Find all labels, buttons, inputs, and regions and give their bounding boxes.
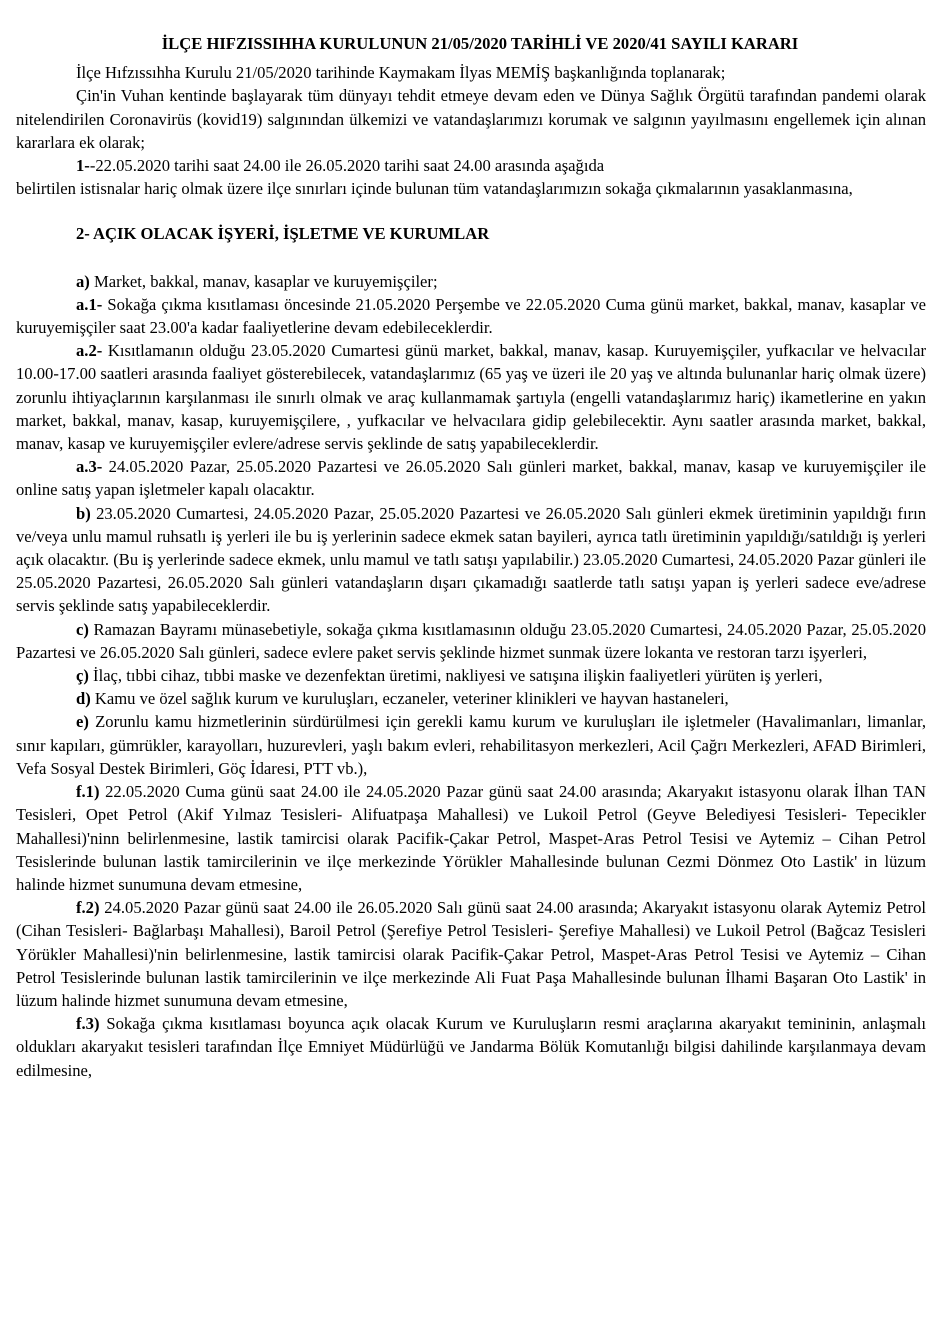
item-c-text: Ramazan Bayramı münasebetiyle, sokağa çıkma kısıtlamasının olduğu 23.05.2020 Cumartesi, 24.05.2020 Pazar, 25.05.2020 Pazartesi ve 26.05.2020 Salı günleri, sadece evlere paket servis şeklinde hizmet sunmak üzere lokanta ve restoran tarzı işyerleri,	[16, 619, 926, 662]
item-1-continuation: belirtilen istisnalar hariç olmak üzere ilçe sınırları içinde bulunan tüm vatandaşlarımızın sokağa çıkmalarının yasaklanmasına,	[16, 179, 853, 199]
item-a1	[16, 293, 926, 339]
item-a-label: a)	[76, 271, 90, 291]
item-f2-text: 24.05.2020 Pazar günü saat 24.00 ile 26.05.2020 Salı günü saat 24.00 arasında; Akaryakıt istasyonu olarak Aytemiz Petrol (Cihan Tesisleri- Bağlarbaşı Mahallesi), Baroil Petrol (Şerefiye Petrol Tesisleri- Şerefiye Mahallesi) ve Lukoil Petrol (Bağcaz Tesisleri Yörükler Mahallesi)'nin belirlenmesine, lastik tamircisi olarak Pacifik-Çakar Petrol, Maspet-Aras Petrol Tesisi ve Aytemiz – Cihan Petrol Tesislerinde bulunan lastik tamircilerinin ve ilçe merkezinde Ali Fuat Paşa Mahallesinde bulunan İlhami Başaran Oto Lastik' in lüzum halinde hizmet sunumuna devam etmesine,	[16, 898, 926, 1010]
item-a3	[16, 455, 926, 501]
item-f1-label: f.1)	[76, 782, 100, 802]
item-1-first-text: -22.05.2020 tarihi saat 24.00 ile 26.05.2020 tarihi saat 24.00 arasında aşağıda	[89, 156, 605, 176]
item-f1-text: 22.05.2020 Cuma günü saat 24.00 ile 24.05.2020 Pazar günü saat 24.00 arasında; Akaryakıt istasyonu olarak İlhan TAN Tesisleri, Opet Petrol (Akif Yılmaz Tesisleri- Alifuatpaşa Mahallesi) ve Lukoil Petrol (Geyve Belediyesi Tesisleri- Tepecikler Mahallesi)'ninn belirlenmesine, lastik tamircisi olarak Pacifik-Çakar Petrol, Maspet-Aras Petrol Tesisi ve Aytemiz – Cihan Petrol Tesislerinde bulunan lastik tamircilerinin ve ilçe merkezinde Yörükler Mahallesinde bulunan Cezmi Dönmez Oto Lastik' in lüzum halinde hizmet sunumuna devam etmesine,	[16, 782, 926, 894]
item-1-first-line	[16, 154, 926, 177]
section-2-heading: 2- AÇIK OLACAK İŞYERİ, İŞLETME VE KURUMLAR	[76, 224, 490, 244]
item-f3	[16, 1012, 926, 1082]
item-f3-text: Sokağa çıkma kısıtlaması boyunca açık olacak Kurum ve Kuruluşların resmi araçlarına akaryakıt temininin, anlaşmalı oldukları akaryakıt tesisleri tarafından İlçe Emniyet Müdürlüğü ve Jandarma Bölük Komutanlığı bilgisi dahilinde karşılanmaya devam edilmesine,	[16, 1014, 926, 1080]
item-cc-text: İlaç, tıbbi cihaz, tıbbi maske ve dezenfektan üretimi, nakliyesi ve satışına ilişkin faaliyetleri yürüten iş yerleri,	[88, 666, 823, 686]
item-b-label: b)	[76, 503, 91, 523]
item-f2	[16, 896, 926, 1012]
item-f3-label: f.3)	[76, 1014, 100, 1034]
item-f1	[16, 780, 926, 896]
item-a2	[16, 339, 926, 455]
item-f2-label: f.2)	[76, 898, 100, 918]
document-title: İLÇE HIFZISSIHHA KURULUNUN 21/05/2020 TARİHLİ VE 2020/41 SAYILI KARARI	[161, 34, 799, 53]
item-e	[16, 710, 926, 780]
item-a3-label: a.3-	[76, 457, 103, 477]
item-d-label: d)	[76, 689, 91, 709]
item-a1-text: Sokağa çıkma kısıtlaması öncesinde 21.05.2020 Perşembe ve 22.05.2020 Cuma günü market, bakkal, manav, kasaplar ve kuruyemişçiler saat 23.00'a kadar faaliyetlerine devam edebileceklerdir.	[16, 294, 926, 338]
item-1-label: 1-	[76, 156, 90, 176]
item-d-text: Kamu ve özel sağlık kurum ve kuruluşları, eczaneler, veteriner klinikleri ve hayvan hastaneleri,	[90, 689, 729, 709]
item-e-label: e)	[76, 712, 89, 732]
item-a2-text: Kısıtlamanın olduğu 23.05.2020 Cumartesi günü market, bakkal, manav, kasap. Kuruyemişçiler, yufkacılar ve helvacılar 10.00-17.00 saatleri arasında faaliyet gösterebilecek, vatandaşlarımız (65 yaş ve üzeri ile 20 yaş ve altında bulunanlar hariç olmak üzere) zorunlu ihtiyaçlarının karşılanması ile sınırlı olmak ve araç kullanmamak şartıyla (engelli vatandaşlarımız hariç) ikametlerine en yakın market, bakkal, manav, kasap, kuruyemişçilere, , yufkacılar ve helvacılara gidip gelebilecektir. Aynı saatler arasında market, bakkal, manav, kasap ve kuruyemişçiler evlere/adrese servis şeklinde de satış yapabileceklerdir.	[16, 341, 926, 454]
item-d	[16, 687, 926, 710]
item-a2-label: a.2-	[76, 341, 103, 361]
item-c-label: c)	[76, 619, 89, 639]
item-cc	[16, 664, 926, 687]
item-b	[16, 502, 926, 618]
intro-paragraph-2: Çin'in Vuhan kentinde başlayarak tüm dünyayı tehdit etmeye devam eden ve Dünya Sağlık Örgütü tarafından pandemi olarak nitelendirilen Coronavirüs (kovid19) salgınından ülkemizi ve vatandaşlarımızı korumak ve salgının yayılmasını engellemek için alınan kararlara ek olarak;	[16, 86, 926, 152]
item-c	[16, 618, 926, 664]
item-a-text: Market, bakkal, manav, kasaplar ve kuruyemişçiler;	[89, 271, 438, 291]
item-cc-label: ç)	[76, 666, 89, 686]
item-b-text: 23.05.2020 Cumartesi, 24.05.2020 Pazar, 25.05.2020 Pazartesi ve 26.05.2020 Salı günleri ekmek üretiminin yapıldığı fırın ve/veya unlu mamul ruhsatlı iş yerleri ile bu iş yerlerinin sadece ekmek satan bayileri, ayrıca tatlı üretiminin yapıldığı/satıldığı iş yerleri açık olacaktır. (Bu iş yerlerinde sadece ekmek, unlu mamul ve tatlı satışı yapılabilir.) 23.05.2020 Cumartesi, 24.05.2020 Pazar günleri ile 25.05.2020 Pazartesi, 26.05.2020 Salı günleri vatandaşların dışarı çıkamadığı saatlerde tatlı satışı yapan iş yerleri sadece eve/adrese servis şeklinde satış yapabileceklerdir.	[16, 503, 926, 616]
intro-paragraph-1: İlçe Hıfzıssıhha Kurulu 21/05/2020 tarihinde Kaymakam İlyas MEMİŞ başkanlığında toplanarak;	[76, 63, 726, 83]
item-e-text: Zorunlu kamu hizmetlerinin sürdürülmesi için gerekli kamu kurum ve kuruluşları ile işletmeler (Havalimanları, limanlar, sınır kapıları, gümrükler, karayolları, huzurevleri, yaşlı bakım evleri, rehabilitasyon merkezleri, Acil Çağrı Merkezleri, AFAD Birimleri, Vefa Sosyal Destek Birimleri, Göç İdaresi, PTT vb.),	[16, 712, 926, 778]
item-a	[16, 270, 926, 293]
item-a3-text: 24.05.2020 Pazar, 25.05.2020 Pazartesi ve 26.05.2020 Salı günleri market, bakkal, manav, kasap ve kuruyemişçiler ile online satış yapan işletmeler kapalı olacaktır.	[16, 457, 926, 500]
item-a1-label: a.1-	[76, 294, 103, 314]
